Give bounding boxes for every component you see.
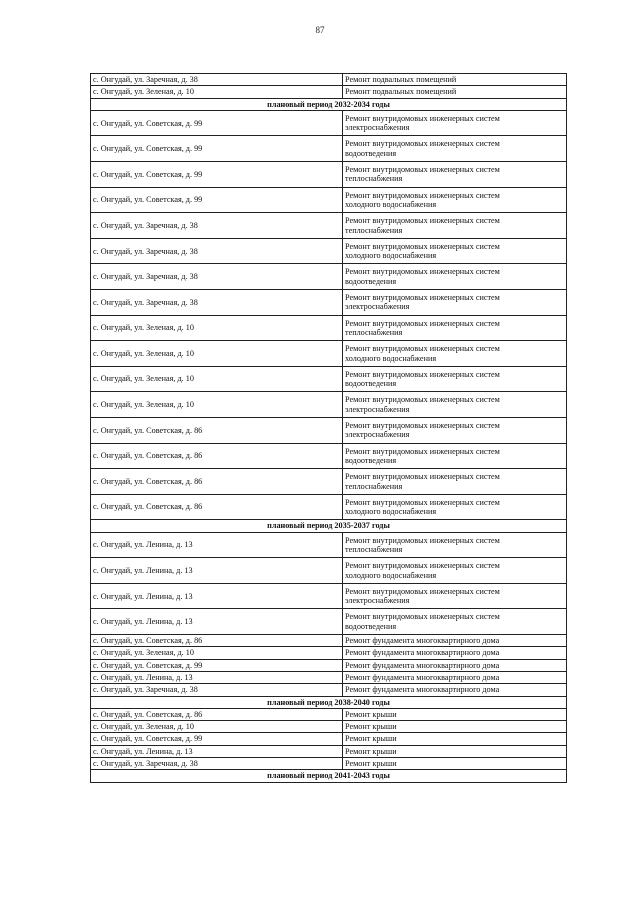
- period-title: плановый период 2041-2043 годы: [91, 770, 567, 782]
- work-cell: [343, 443, 567, 469]
- work-cell: [343, 532, 567, 558]
- work-cell: [343, 264, 567, 290]
- work-line: Ремонт внутридомовых инженерных систем: [345, 446, 500, 456]
- work-line: водоотведения: [345, 276, 397, 286]
- address-cell: с. Онгудай, ул. Заречная, д. 38: [91, 74, 343, 86]
- work-line: Ремонт внутридомовых инженерных систем: [345, 369, 500, 379]
- work-line: Ремонт фундамента многоквартирного дома: [345, 648, 500, 658]
- work-line: Ремонт внутридомовых инженерных систем: [345, 561, 500, 571]
- work-line: Ремонт внутридомовых инженерных систем: [345, 113, 500, 123]
- table-row: [91, 609, 567, 635]
- table-row: [91, 264, 567, 290]
- work-cell: [343, 290, 567, 316]
- work-cell: [343, 315, 567, 341]
- table-row: [91, 721, 567, 733]
- work-cell: [343, 635, 567, 647]
- period-header-row: [91, 696, 567, 708]
- address-cell: с. Онгудай, ул. Заречная, д. 38: [91, 684, 343, 696]
- work-line: Ремонт фундамента многоквартирного дома: [345, 660, 500, 670]
- address-cell: с. Онгудай, ул. Советская, д. 86: [91, 469, 343, 495]
- work-line: Ремонт фундамента многоквартирного дома: [345, 672, 500, 682]
- address-cell: с. Онгудай, ул. Советская, д. 86: [91, 708, 343, 720]
- address-cell: с. Онгудай, ул. Зеленая, д. 10: [91, 366, 343, 392]
- work-line: Ремонт крыши: [345, 746, 397, 756]
- work-line: Ремонт подвальных помещений: [345, 87, 457, 97]
- table-row: [91, 443, 567, 469]
- work-line: Ремонт внутридомовых инженерных систем: [345, 139, 500, 149]
- period-header-row: [91, 520, 567, 532]
- work-cell: [343, 671, 567, 683]
- table-row: [91, 758, 567, 770]
- table-row: [91, 315, 567, 341]
- work-cell: [343, 187, 567, 213]
- work-line: Ремонт внутридомовых инженерных систем: [345, 472, 500, 482]
- work-line: Ремонт внутридомовых инженерных систем: [345, 586, 500, 596]
- address-cell: с. Онгудай, ул. Советская, д. 99: [91, 187, 343, 213]
- table-row: [91, 558, 567, 584]
- work-line: электроснабжения: [345, 596, 410, 606]
- table-row: [91, 136, 567, 162]
- work-cell: [343, 733, 567, 745]
- work-cell: [343, 418, 567, 444]
- work-line: электроснабжения: [345, 123, 410, 133]
- table-row: [91, 733, 567, 745]
- work-line: электроснабжения: [345, 430, 410, 440]
- work-line: Ремонт внутридомовых инженерных систем: [345, 190, 500, 200]
- work-line: водоотведения: [345, 148, 397, 158]
- work-cell: [343, 684, 567, 696]
- period-title: плановый период 2032-2034 годы: [91, 98, 567, 110]
- work-line: электроснабжения: [345, 404, 410, 414]
- work-cell: [343, 238, 567, 264]
- address-cell: с. Онгудай, ул. Зеленая, д. 10: [91, 721, 343, 733]
- table-row: [91, 647, 567, 659]
- table-row: [91, 671, 567, 683]
- work-line: Ремонт внутридомовых инженерных систем: [345, 612, 500, 622]
- work-cell: [343, 341, 567, 367]
- table-row: [91, 86, 567, 98]
- work-cell: [343, 659, 567, 671]
- work-line: холодного водоснабжения: [345, 507, 437, 517]
- table-row: [91, 392, 567, 418]
- address-cell: с. Онгудай, ул. Ленина, д. 13: [91, 745, 343, 757]
- table-row: [91, 635, 567, 647]
- work-line: электроснабжения: [345, 302, 410, 312]
- work-line: Ремонт внутридомовых инженерных систем: [345, 267, 500, 277]
- work-cell: [343, 366, 567, 392]
- work-line: Ремонт внутридомовых инженерных систем: [345, 421, 500, 431]
- work-cell: [343, 162, 567, 188]
- address-cell: с. Онгудай, ул. Ленина, д. 13: [91, 532, 343, 558]
- work-line: Ремонт крыши: [345, 759, 397, 769]
- work-line: теплоснабжения: [345, 544, 403, 554]
- work-cell: [343, 583, 567, 609]
- work-line: Ремонт внутридомовых инженерных систем: [345, 293, 500, 303]
- work-line: водоотведения: [345, 455, 397, 465]
- address-cell: с. Онгудай, ул. Зеленая, д. 10: [91, 86, 343, 98]
- address-cell: с. Онгудай, ул. Ленина, д. 13: [91, 583, 343, 609]
- address-cell: с. Онгудай, ул. Ленина, д. 13: [91, 609, 343, 635]
- address-cell: с. Онгудай, ул. Советская, д. 86: [91, 443, 343, 469]
- address-cell: с. Онгудай, ул. Советская, д. 86: [91, 635, 343, 647]
- work-line: холодного водоснабжения: [345, 251, 437, 261]
- table-row: [91, 684, 567, 696]
- table-row: [91, 74, 567, 86]
- work-line: Ремонт крыши: [345, 709, 397, 719]
- work-line: Ремонт внутридомовых инженерных систем: [345, 241, 500, 251]
- address-cell: с. Онгудай, ул. Заречная, д. 38: [91, 264, 343, 290]
- work-cell: [343, 745, 567, 757]
- address-cell: с. Онгудай, ул. Заречная, д. 38: [91, 213, 343, 239]
- work-line: Ремонт внутридомовых инженерных систем: [345, 344, 500, 354]
- address-cell: с. Онгудай, ул. Ленина, д. 13: [91, 558, 343, 584]
- repair-schedule-table: [90, 73, 567, 783]
- work-cell: [343, 136, 567, 162]
- work-line: Ремонт внутридомовых инженерных систем: [345, 165, 500, 175]
- address-cell: с. Онгудай, ул. Заречная, д. 38: [91, 238, 343, 264]
- work-cell: [343, 74, 567, 86]
- address-cell: с. Онгудай, ул. Ленина, д. 13: [91, 671, 343, 683]
- work-cell: [343, 609, 567, 635]
- period-header-row: [91, 98, 567, 110]
- work-line: Ремонт подвальных помещений: [345, 75, 457, 84]
- work-line: Ремонт крыши: [345, 722, 397, 732]
- address-cell: с. Онгудай, ул. Советская, д. 99: [91, 162, 343, 188]
- address-cell: с. Онгудай, ул. Зеленая, д. 10: [91, 392, 343, 418]
- table-row: [91, 341, 567, 367]
- table-row: [91, 366, 567, 392]
- table-row: [91, 213, 567, 239]
- address-cell: с. Онгудай, ул. Советская, д. 99: [91, 659, 343, 671]
- table-row: [91, 290, 567, 316]
- table-row: [91, 583, 567, 609]
- address-cell: с. Онгудай, ул. Заречная, д. 38: [91, 758, 343, 770]
- table-row: [91, 659, 567, 671]
- table-row: [91, 494, 567, 520]
- work-cell: [343, 758, 567, 770]
- address-cell: с. Онгудай, ул. Советская, д. 99: [91, 110, 343, 136]
- table-row: [91, 708, 567, 720]
- work-cell: [343, 721, 567, 733]
- work-line: Ремонт внутридомовых инженерных систем: [345, 535, 500, 545]
- work-line: Ремонт крыши: [345, 734, 397, 744]
- work-line: теплоснабжения: [345, 327, 403, 337]
- address-cell: с. Онгудай, ул. Зеленая, д. 10: [91, 315, 343, 341]
- work-line: Ремонт внутридомовых инженерных систем: [345, 318, 500, 328]
- table-row: [91, 238, 567, 264]
- work-line: водоотведения: [345, 379, 397, 389]
- period-title: плановый период 2035-2037 годы: [91, 520, 567, 532]
- work-cell: [343, 494, 567, 520]
- address-cell: с. Онгудай, ул. Советская, д. 86: [91, 418, 343, 444]
- work-line: Ремонт фундамента многоквартирного дома: [345, 636, 500, 646]
- work-cell: [343, 708, 567, 720]
- table-row: [91, 745, 567, 757]
- page-number: 87: [315, 25, 325, 35]
- table-body: [91, 74, 567, 783]
- address-cell: с. Онгудай, ул. Советская, д. 86: [91, 494, 343, 520]
- table-row: [91, 110, 567, 136]
- work-cell: [343, 647, 567, 659]
- work-line: холодного водоснабжения: [345, 353, 437, 363]
- work-line: теплоснабжения: [345, 174, 403, 184]
- work-line: Ремонт фундамента многоквартирного дома: [345, 685, 500, 695]
- table-row: [91, 469, 567, 495]
- table-row: [91, 187, 567, 213]
- work-cell: [343, 469, 567, 495]
- address-cell: с. Онгудай, ул. Советская, д. 99: [91, 136, 343, 162]
- period-title: плановый период 2038-2040 годы: [91, 696, 567, 708]
- work-cell: [343, 110, 567, 136]
- work-line: холодного водоснабжения: [345, 570, 437, 580]
- work-line: холодного водоснабжения: [345, 199, 437, 209]
- work-cell: [343, 392, 567, 418]
- work-cell: [343, 558, 567, 584]
- work-line: теплоснабжения: [345, 225, 403, 235]
- table-row: [91, 532, 567, 558]
- work-cell: [343, 86, 567, 98]
- address-cell: с. Онгудай, ул. Советская, д. 99: [91, 733, 343, 745]
- work-line: водоотведения: [345, 621, 397, 631]
- work-line: теплоснабжения: [345, 481, 403, 491]
- work-line: Ремонт внутридомовых инженерных систем: [345, 497, 500, 507]
- period-header-row: [91, 770, 567, 782]
- address-cell: с. Онгудай, ул. Зеленая, д. 10: [91, 647, 343, 659]
- address-cell: с. Онгудай, ул. Зеленая, д. 10: [91, 341, 343, 367]
- table-row: [91, 162, 567, 188]
- work-line: Ремонт внутридомовых инженерных систем: [345, 216, 500, 226]
- work-cell: [343, 213, 567, 239]
- work-line: Ремонт внутридомовых инженерных систем: [345, 395, 500, 405]
- address-cell: с. Онгудай, ул. Заречная, д. 38: [91, 290, 343, 316]
- table-row: [91, 418, 567, 444]
